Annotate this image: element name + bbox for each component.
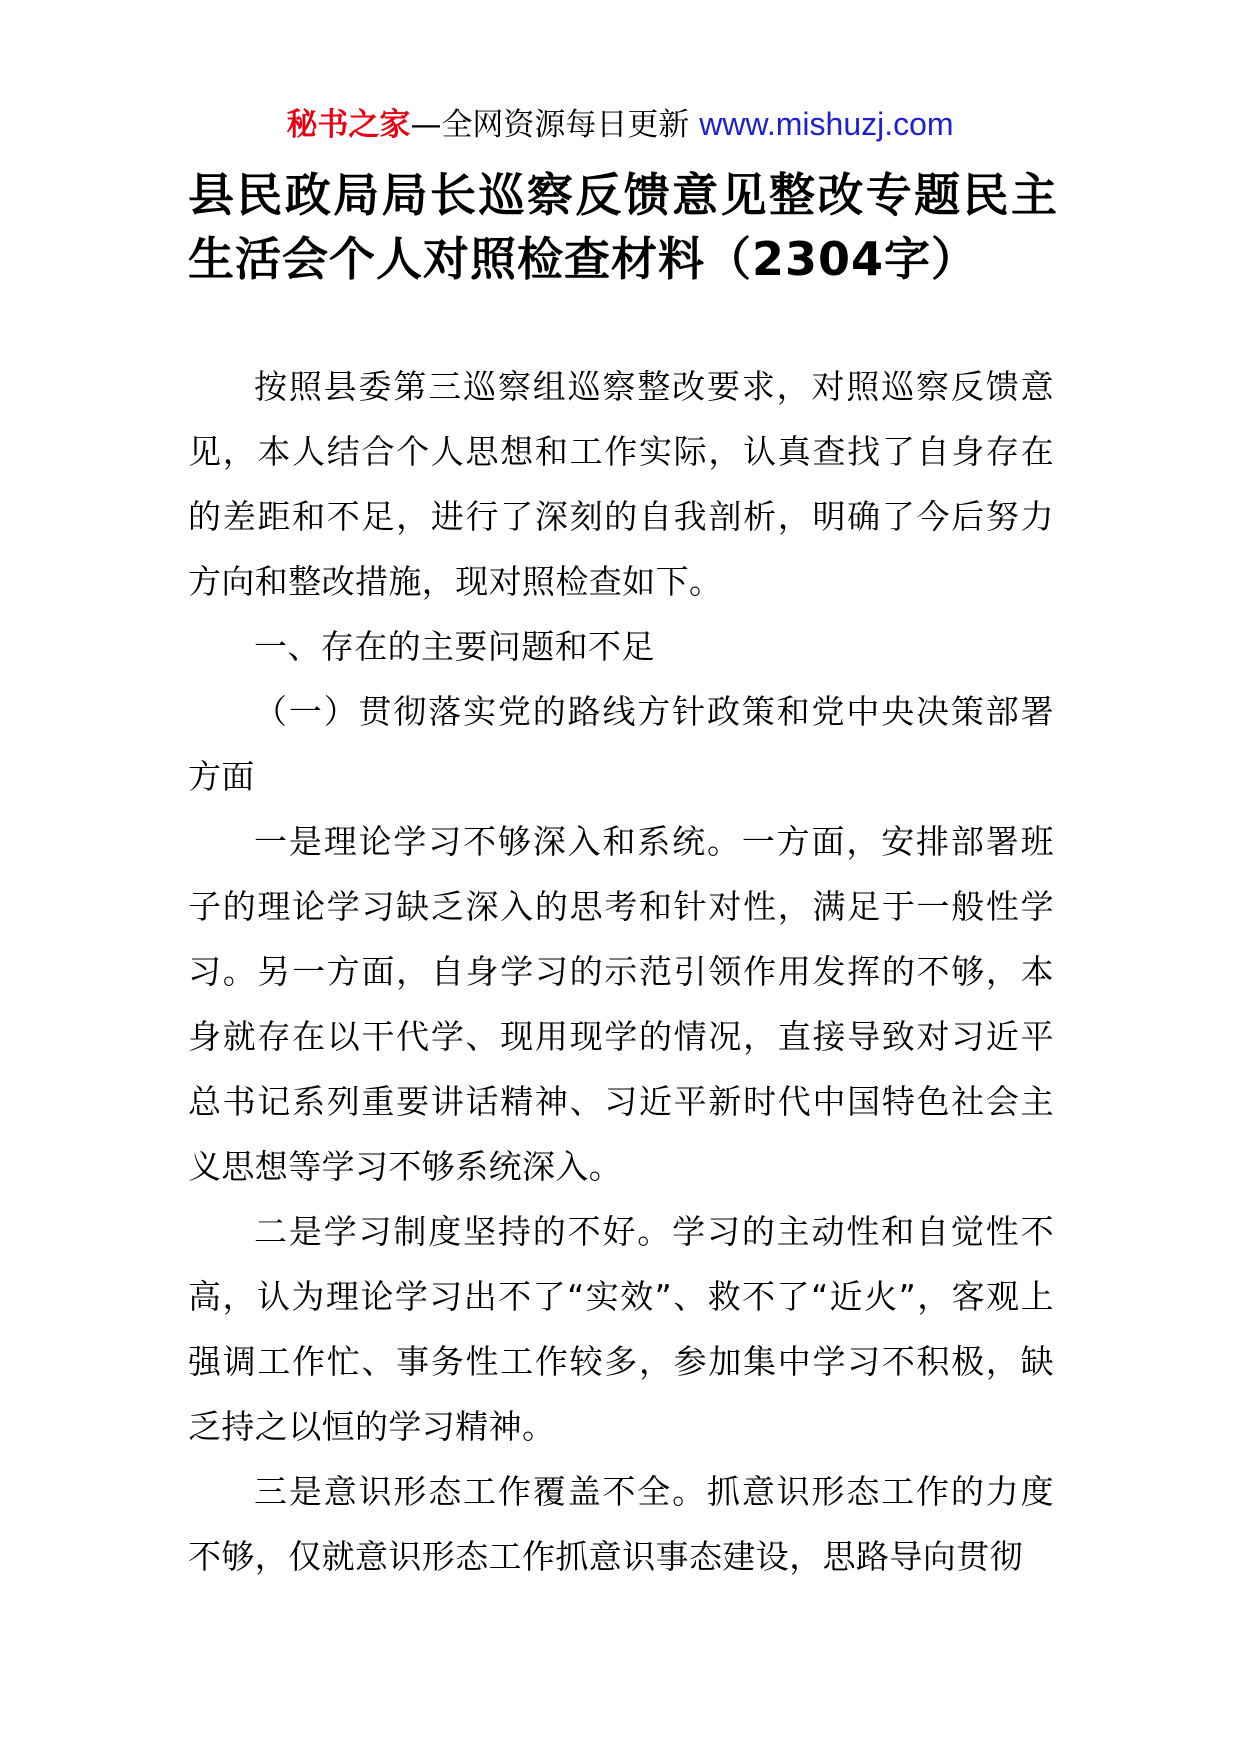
site-header bbox=[190, 100, 1050, 149]
body-paragraph: 三是意识形态工作覆盖不全。抓意识形态工作的力度不够，仅就意识形态工作抓意识事态建设，思路导向贯彻 bbox=[188, 1472, 1054, 1576]
site-url-link[interactable]: www.mishuzj.com bbox=[699, 106, 954, 142]
document-body bbox=[188, 354, 1054, 1589]
site-slogan: —全网资源每日更新 bbox=[410, 107, 700, 143]
section-heading: 一、存在的主要问题和不足 bbox=[254, 627, 655, 666]
site-brand: 秘书之家 bbox=[286, 107, 411, 143]
body-paragraph: 一是理论学习不够深入和系统。一方面，安排部署班子的理论学习缺乏深入的思考和针对性，满足于一般性学习。另一方面，自身学习的示范引领作用发挥的不够，本身就存在以干代学、现用现学的情况，直接导致对习近平总书记系列重要讲话精神、习近平新时代中国特色社会主义思想等学习不够系统深入。 bbox=[188, 822, 1054, 1186]
subsection-heading: （一）贯彻落实党的路线方针政策和党中央决策部署方面 bbox=[188, 692, 1054, 796]
body-paragraph: 二是学习制度坚持的不好。学习的主动性和自觉性不高，认为理论学习出不了“实效”、救不了“近火”，客观上强调工作忙、事务性工作较多，参加集中学习不积极，缺乏持之以恒的学习精神。 bbox=[188, 1212, 1054, 1446]
intro-paragraph: 按照县委第三巡察组巡察整改要求，对照巡察反馈意见，本人结合个人思想和工作实际，认真查找了自身存在的差距和不足，进行了深刻的自我剖析，明确了今后努力方向和整改措施，现对照检查如下。 bbox=[188, 367, 1054, 601]
document-title: 县民政局局长巡察反馈意见整改专题民主生活会个人对照检查材料（2304字） bbox=[188, 168, 1058, 286]
